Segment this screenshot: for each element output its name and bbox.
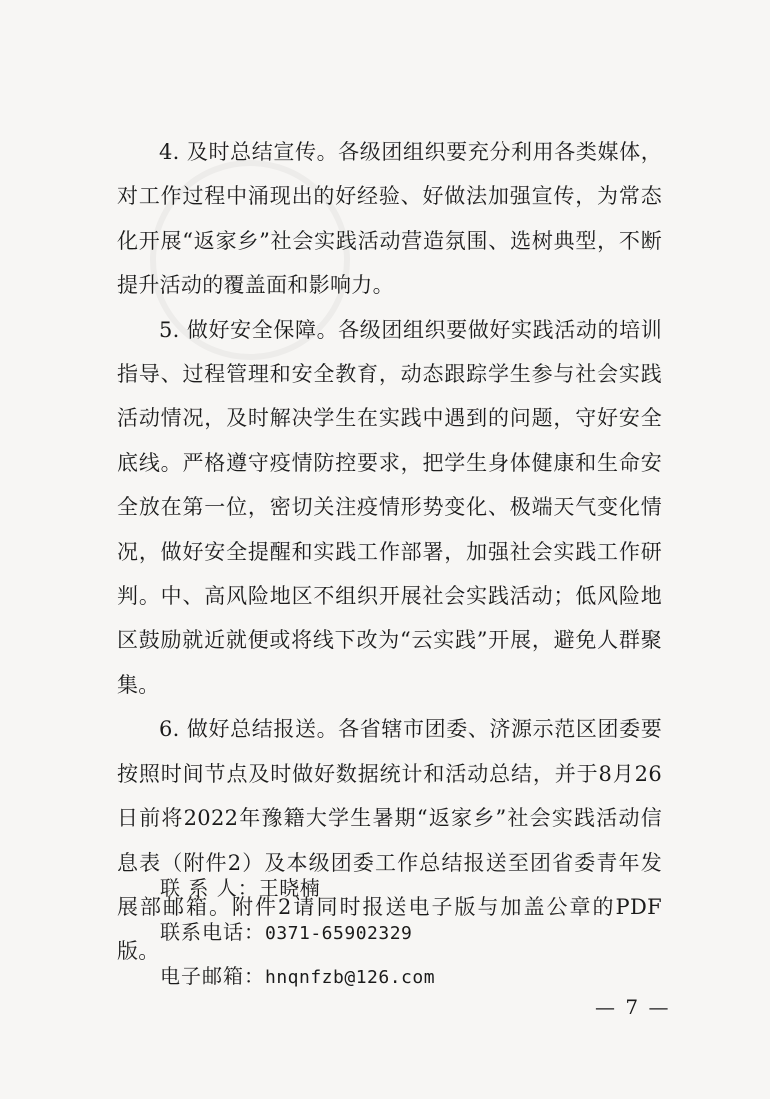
paragraph-4: 4. 及时总结宣传。各级团组织要充分利用各类媒体，对工作过程中涌现出的好经验、好做法加强宣传，为常态化开展“返家乡”社会实践活动营造氛围、选树典型，不断提升活动的覆盖面和影响力。 [117, 140, 662, 298]
contact-person-value: 王晓楠 [258, 876, 321, 900]
contact-phone-row [160, 910, 580, 954]
page-number: — 7 — [595, 995, 671, 1019]
contact-phone-value: 0371-65902329 [265, 923, 413, 944]
contact-phone-label: 联系电话： [160, 920, 265, 944]
contact-info [160, 866, 580, 998]
contact-email-row [160, 954, 580, 998]
paragraph-5: 5. 做好安全保障。各级团组织要做好实践活动的培训指导、过程管理和安全教育，动态跟踪学生参与社会实践活动情况，及时解决学生在实践中遇到的问题，守好安全底线。严格遵守疫情防控要求，把学生身体健康和生命安全放在第一位，密切关注疫情形势变化、极端天气变化情况，做好安全提醒和实践工作部署，加强社会实践工作研判。中、高风险地区不组织开展社会实践活动；低风险地区鼓励就近就便或将线下改为“云实践”开展，避免人群聚集。 [117, 317, 662, 697]
paragraph-6: 6. 做好总结报送。各省辖市团委、济源示范区团委要按照时间节点及时做好数据统计和活动总结，并于8月26日前将2022年豫籍大学生暑期“返家乡”社会实践活动信息表（附件2）及本级团委工作总结报送至团省委青年发展部邮箱。附件2请同时报送电子版与加盖公章的PDF版。 [117, 717, 662, 964]
contact-email-label: 电子邮箱： [160, 964, 265, 988]
contact-person-label: 联 系 人： [160, 876, 259, 900]
contact-person-row [160, 866, 580, 910]
body-text [117, 130, 662, 974]
contact-email-value: hnqnfzb@126.com [265, 967, 436, 988]
